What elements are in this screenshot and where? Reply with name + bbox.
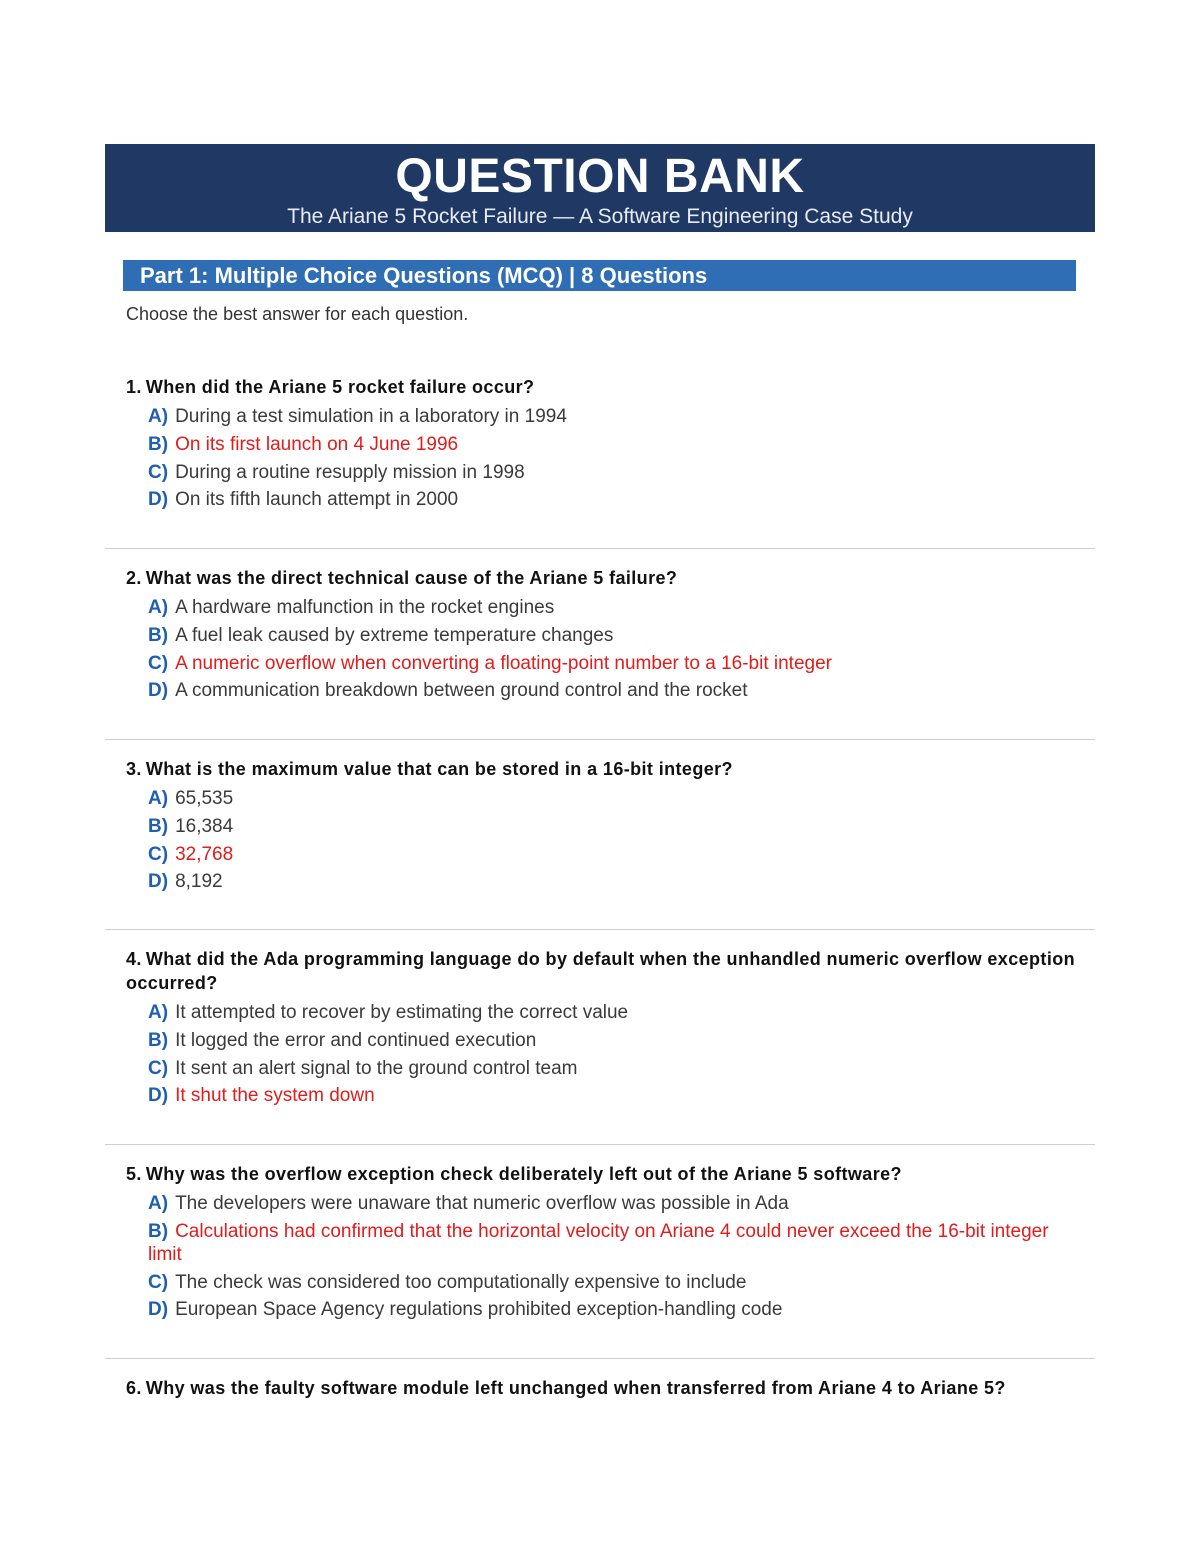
question-number: 2. <box>126 568 142 588</box>
question-prompt: What was the direct technical cause of the Ariane 5 failure? <box>145 568 678 588</box>
question-number: 4. <box>126 949 142 969</box>
option-letter: D) <box>148 489 169 511</box>
question-divider <box>105 739 1095 740</box>
question-prompt: When did the Ariane 5 rocket failure occur? <box>145 377 535 397</box>
option-letter: C) <box>148 843 169 865</box>
question-text <box>126 1162 1076 1186</box>
option-text: The developers were unaware that numeric overflow was possible in Ada <box>175 1193 789 1214</box>
option-text: A fuel leak caused by extreme temperature changes <box>175 624 614 646</box>
option-letter: A) <box>148 1193 169 1214</box>
option-letter: C) <box>148 1057 169 1079</box>
option-text: A hardware malfunction in the rocket engines <box>175 597 555 618</box>
question-6 <box>126 1376 1076 1400</box>
answer-option <box>148 1298 1076 1321</box>
answer-option <box>148 624 1076 647</box>
option-letter: B) <box>148 433 169 455</box>
option-text: It attempted to recover by estimating the correct value <box>175 1002 629 1023</box>
question-divider <box>105 1144 1095 1145</box>
option-text: 65,535 <box>175 788 234 809</box>
page-title: QUESTION BANK <box>395 150 805 203</box>
answer-option <box>148 461 1076 484</box>
answer-options <box>148 405 1076 511</box>
option-text: A communication breakdown between ground control and the rocket <box>175 680 748 702</box>
answer-option-correct <box>148 1084 1076 1107</box>
option-letter: A) <box>148 788 169 809</box>
option-letter: D) <box>148 680 169 702</box>
answer-option-correct <box>148 843 1076 866</box>
option-letter: C) <box>148 461 169 483</box>
page-subtitle: The Ariane 5 Rocket Failure — A Software Engineering Case Study <box>287 205 913 228</box>
option-text: The check was considered too computationally expensive to include <box>175 1271 747 1293</box>
answer-option-correct <box>148 652 1076 675</box>
option-letter: C) <box>148 652 169 674</box>
question-divider <box>105 548 1095 549</box>
question-4 <box>126 947 1076 1112</box>
question-number: 1. <box>126 377 142 397</box>
question-prompt: Why was the overflow exception check deliberately left out of the Ariane 5 software? <box>145 1164 902 1184</box>
answer-options <box>148 1192 1076 1321</box>
answer-option <box>148 405 1076 428</box>
question-text <box>126 375 1076 399</box>
option-letter: D) <box>148 1085 169 1107</box>
option-text: It sent an alert signal to the ground control team <box>175 1057 578 1079</box>
option-text: On its fifth launch attempt in 2000 <box>175 489 459 511</box>
option-text: It logged the error and continued execution <box>175 1029 537 1051</box>
answer-option <box>148 1001 1076 1024</box>
answer-option <box>148 1271 1076 1294</box>
instructions-text: Choose the best answer for each question. <box>126 304 469 324</box>
option-letter: B) <box>148 815 169 837</box>
question-3 <box>126 757 1076 898</box>
option-letter: B) <box>148 1029 169 1051</box>
answer-option <box>148 679 1076 702</box>
question-5 <box>126 1162 1076 1326</box>
option-text: 16,384 <box>175 815 234 837</box>
option-letter: B) <box>148 624 169 646</box>
option-letter: B) <box>148 1220 169 1242</box>
question-number: 5. <box>126 1164 142 1184</box>
question-text <box>126 1376 1076 1400</box>
answer-option <box>148 596 1076 619</box>
answer-option <box>148 488 1076 511</box>
answer-options <box>148 596 1076 702</box>
question-prompt: What did the Ada programming language do by default when the unhandled numeric overflow exception occurred? <box>126 949 1076 993</box>
option-text: On its first launch on 4 June 1996 <box>175 433 459 455</box>
question-divider <box>105 929 1095 930</box>
title-banner <box>105 144 1095 232</box>
answer-option <box>148 870 1076 893</box>
option-text: European Space Agency regulations prohibited exception-handling code <box>175 1299 783 1321</box>
option-letter: D) <box>148 871 169 893</box>
answer-option <box>148 787 1076 810</box>
option-letter: A) <box>148 597 169 618</box>
option-text: 32,768 <box>175 843 234 865</box>
option-text: Calculations had confirmed that the horizontal velocity on Ariane 4 could never exceed the 16-bit integer limit <box>148 1220 1049 1265</box>
answer-options <box>148 1001 1076 1107</box>
option-text: A numeric overflow when converting a floating-point number to a 16-bit integer <box>175 652 832 674</box>
option-text: During a routine resupply mission in 1998 <box>175 461 525 483</box>
answer-option <box>148 815 1076 838</box>
question-number: 6. <box>126 1378 142 1398</box>
question-number: 3. <box>126 759 142 779</box>
question-divider <box>105 1358 1095 1359</box>
question-text <box>126 566 1076 590</box>
question-1 <box>126 375 1076 516</box>
option-letter: D) <box>148 1299 169 1321</box>
question-prompt: What is the maximum value that can be stored in a 16-bit integer? <box>145 759 733 779</box>
answer-option-correct <box>148 433 1076 456</box>
part-heading-bar <box>123 260 1076 291</box>
option-letter: A) <box>148 406 169 427</box>
answer-option-correct <box>148 1220 1076 1266</box>
question-prompt: Why was the faulty software module left unchanged when transferred from Ariane 4 to Ariane 5? <box>145 1378 1006 1398</box>
answer-options <box>148 787 1076 893</box>
question-2 <box>126 566 1076 707</box>
answer-option <box>148 1057 1076 1080</box>
option-text: It shut the system down <box>175 1085 375 1107</box>
question-text <box>126 757 1076 781</box>
option-letter: C) <box>148 1271 169 1293</box>
answer-option <box>148 1029 1076 1052</box>
answer-option <box>148 1192 1076 1215</box>
question-text <box>126 947 1076 995</box>
option-text: During a test simulation in a laboratory in 1994 <box>175 406 567 427</box>
option-letter: A) <box>148 1002 169 1023</box>
part-heading: Part 1: Multiple Choice Questions (MCQ) | 8 Questions <box>140 263 708 288</box>
option-text: 8,192 <box>175 871 223 893</box>
